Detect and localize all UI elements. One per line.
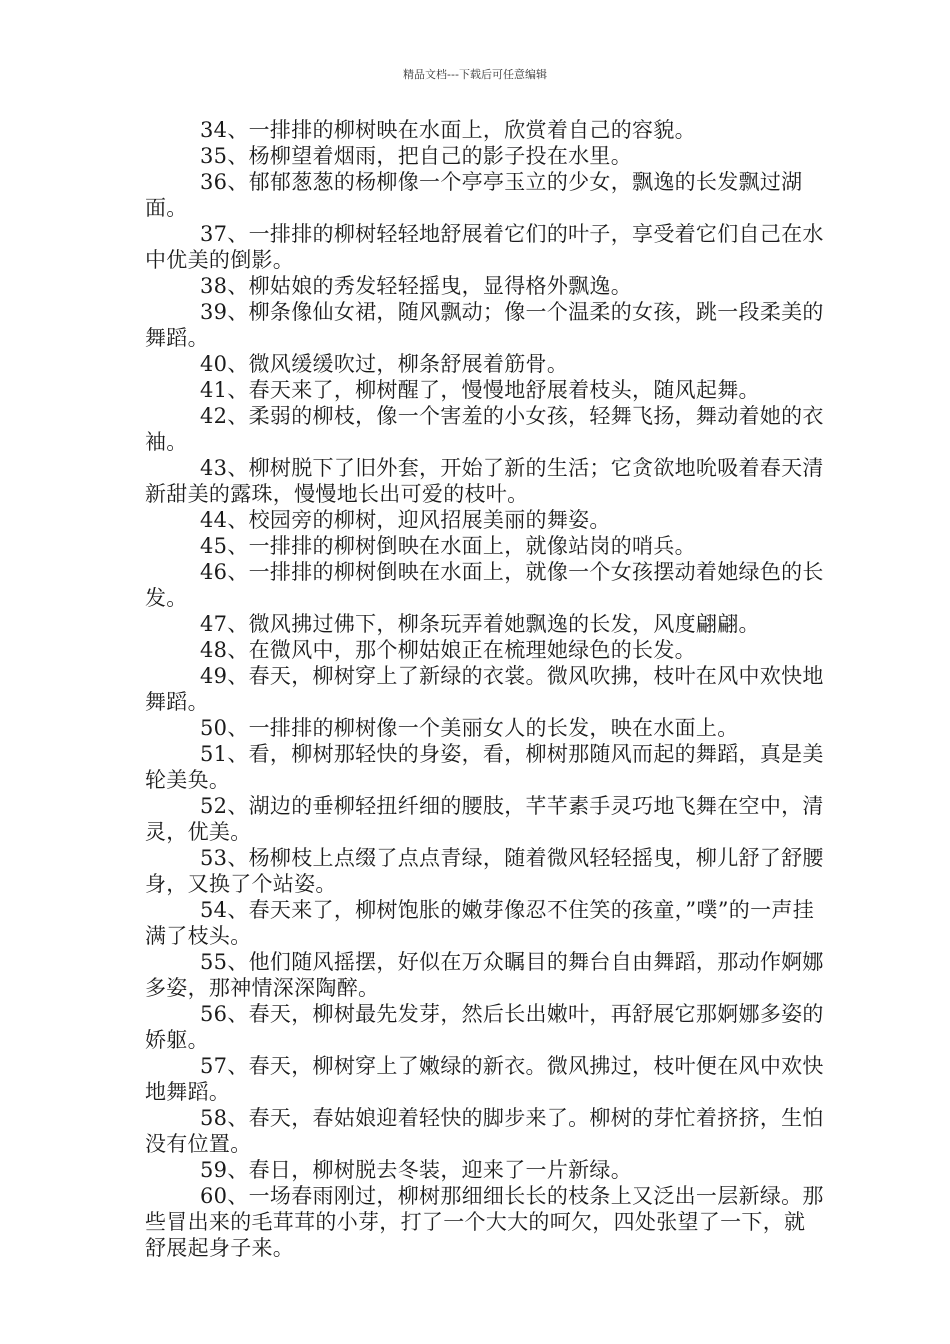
paragraph-59: 59、春日，柳树脱去冬装，迎来了一片新绿。 [200,1158,633,1182]
paragraph-58: 58、春天，春姑娘迎着轻快的脚步来了。柳树的芽忙着挤挤，生怕没有位置。 [145,1106,824,1156]
paragraph-45: 45、一排排的柳树倒映在水面上，就像站岗的哨兵。 [200,534,696,558]
paragraph-42: 42、柔弱的柳枝，像一个害羞的小女孩，轻舞飞扬，舞动着她的衣袖。 [145,404,824,454]
paragraph-41: 41、春天来了，柳树醒了，慢慢地舒展着枝头，随风起舞。 [200,378,760,402]
paragraph-57: 57、春天，柳树穿上了嫩绿的新衣。微风拂过，枝叶便在风中欢快地舞蹈。 [145,1054,824,1104]
paragraph-55: 55、他们随风摇摆，好似在万众瞩目的舞台自由舞蹈，那动作婀娜多姿，那神情深深陶醉。 [145,950,824,1000]
paragraph-35: 35、杨柳望着烟雨，把自己的影子投在水里。 [200,144,633,168]
paragraph-54: 54、春天来了，柳树饱胀的嫩芽像忍不住笑的孩童，”噗”的一声挂满了枝头。 [145,898,814,948]
paragraph-36: 36、郁郁葱葱的杨柳像一个亭亭玉立的少女，飘逸的长发飘过湖面。 [145,170,803,220]
paragraph-50: 50、一排排的柳树像一个美丽女人的长发，映在水面上。 [200,716,739,740]
paragraph-39: 39、柳条像仙女裙，随风飘动；像一个温柔的女孩，跳一段柔美的舞蹈。 [145,300,824,350]
paragraph-47: 47、微风拂过佛下，柳条玩弄着她飘逸的长发，风度翩翩。 [200,612,760,636]
paragraph-43: 43、柳树脱下了旧外套，开始了新的生活；它贪欲地吮吸着春天清新甜美的露珠，慢慢地长出可爱的枝叶。 [145,456,824,506]
paragraph-52: 52、湖边的垂柳轻扭纤细的腰肢，芊芊素手灵巧地飞舞在空中，清灵，优美。 [145,794,824,844]
paragraph-44: 44、校园旁的柳树，迎风招展美丽的舞姿。 [200,508,611,532]
paragraph-48: 48、在微风中，那个柳姑娘正在梳理她绿色的长发。 [200,638,696,662]
paragraph-40: 40、微风缓缓吹过，柳条舒展着筋骨。 [200,352,569,376]
paragraph-53: 53、杨柳枝上点缀了点点青绿，随着微风轻轻摇曳，柳儿舒了舒腰身，又换了个站姿。 [145,846,824,896]
paragraph-46: 46、一排排的柳树倒映在水面上，就像一个女孩摆动着她绿色的长发。 [145,560,824,610]
paragraph-38: 38、柳姑娘的秀发轻轻摇曳，显得格外飘逸。 [200,274,633,298]
paragraph-56: 56、春天，柳树最先发芽，然后长出嫩叶，再舒展它那婀娜多姿的娇躯。 [145,1002,824,1052]
page-header: 精品文档---下载后可任意编辑 [403,68,547,81]
paragraph-34: 34、一排排的柳树映在水面上，欣赏着自己的容貌。 [200,118,696,142]
paragraph-49: 49、春天，柳树穿上了新绿的衣裳。微风吹拂，枝叶在风中欢快地舞蹈。 [145,664,824,714]
document-body [145,117,825,1261]
paragraph-60: 60、一场春雨刚过，柳树那细细长长的枝条上又泛出一层新绿。那些冒出来的毛茸茸的小芽，打了一个大大的呵欠，四处张望了一下，就舒展起身子来。 [145,1184,824,1260]
paragraph-51: 51、看，柳树那轻快的身姿，看，柳树那随风而起的舞蹈，真是美轮美奂。 [145,742,824,792]
paragraph-37: 37、一排排的柳树轻轻地舒展着它们的叶子，享受着它们自己在水中优美的倒影。 [145,222,824,272]
